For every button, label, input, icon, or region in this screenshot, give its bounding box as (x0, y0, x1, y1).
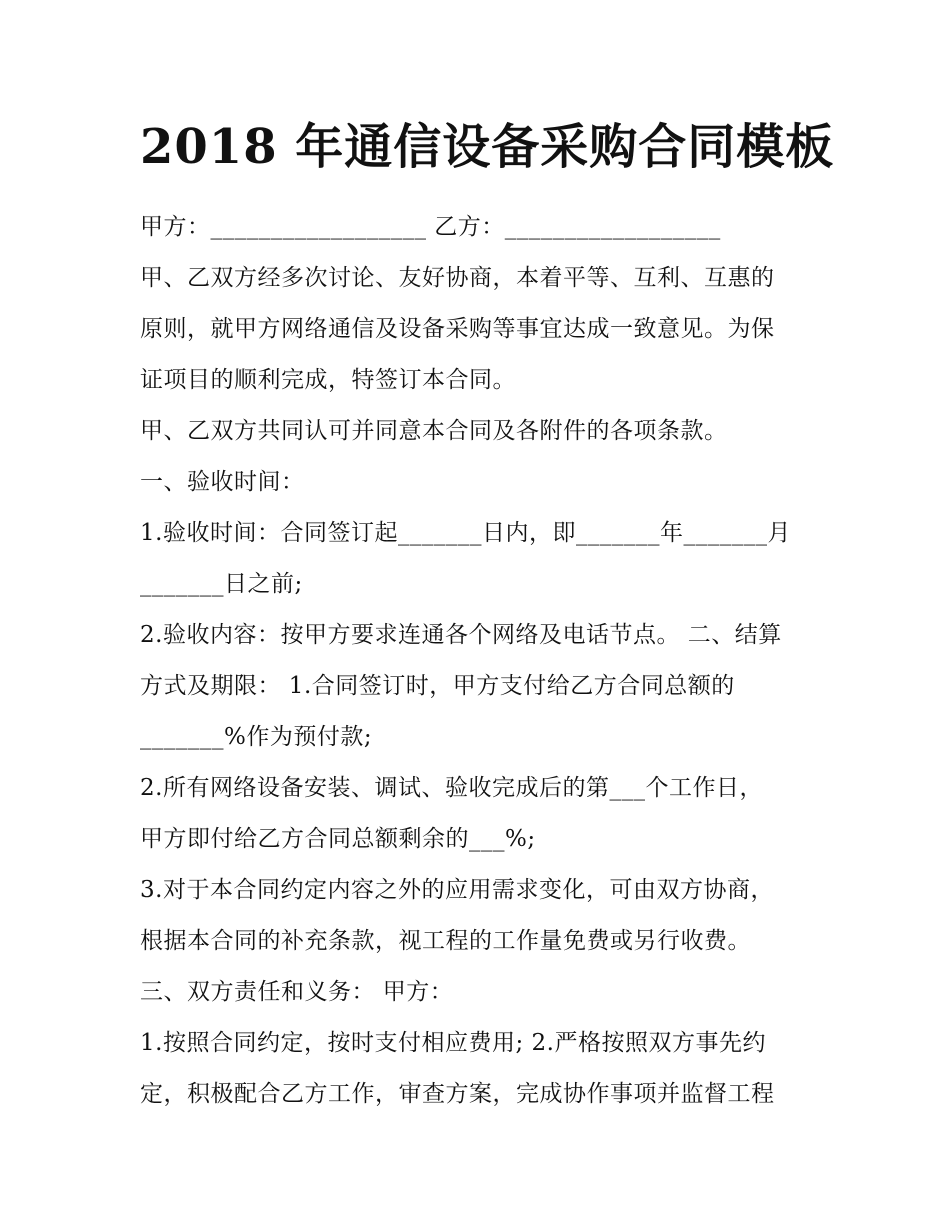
clause-line: 2.验收内容：按甲方要求连通各个网络及电话节点。 二、结算 (140, 622, 782, 648)
clause-line: 1.按照合同约定，按时支付相应费用; 2.严格按照双方事先约 (140, 1030, 766, 1056)
paragraph-line: 原则，就甲方网络通信及设备采购等事宜达成一致意见。为保 (140, 316, 775, 342)
clause-line: 1.验收时间：合同签订起_______日内，即_______年_______月 (140, 520, 791, 546)
section-heading: 一、验收时间： (140, 469, 305, 495)
party-line: 甲方：__________________ 乙方：__________________ (140, 214, 721, 240)
paragraph-line: 证项目的顺利完成，特签订本合同。 (140, 367, 516, 393)
clause-line: 甲方即付给乙方合同总额剩余的___%; (140, 826, 536, 852)
clause-line: _______日之前; (140, 571, 303, 597)
clause-line: 2.所有网络设备安装、调试、验收完成后的第___个工作日， (140, 775, 763, 801)
clause-line: _______%作为预付款; (140, 724, 373, 750)
paragraph-line: 甲、乙双方共同认可并同意本合同及各附件的各项条款。 (140, 418, 728, 444)
document-body (140, 202, 830, 1120)
section-heading: 三、双方责任和义务： 甲方： (140, 979, 454, 1005)
paragraph-line: 甲、乙双方经多次讨论、友好协商，本着平等、互利、互惠的 (140, 265, 775, 291)
clause-line: 根据本合同的补充条款，视工程的工作量免费或另行收费。 (140, 928, 751, 954)
clause-line: 3.对于本合同约定内容之外的应用需求变化，可由双方协商， (140, 877, 774, 903)
document-title: 2018 年通信设备采购合同模板 (140, 119, 835, 175)
clause-line: 定，积极配合乙方工作，审查方案，完成协作事项并监督工程 (140, 1081, 775, 1107)
clause-line: 方式及期限： 1.合同签订时，甲方支付给乙方合同总额的 (140, 673, 735, 699)
